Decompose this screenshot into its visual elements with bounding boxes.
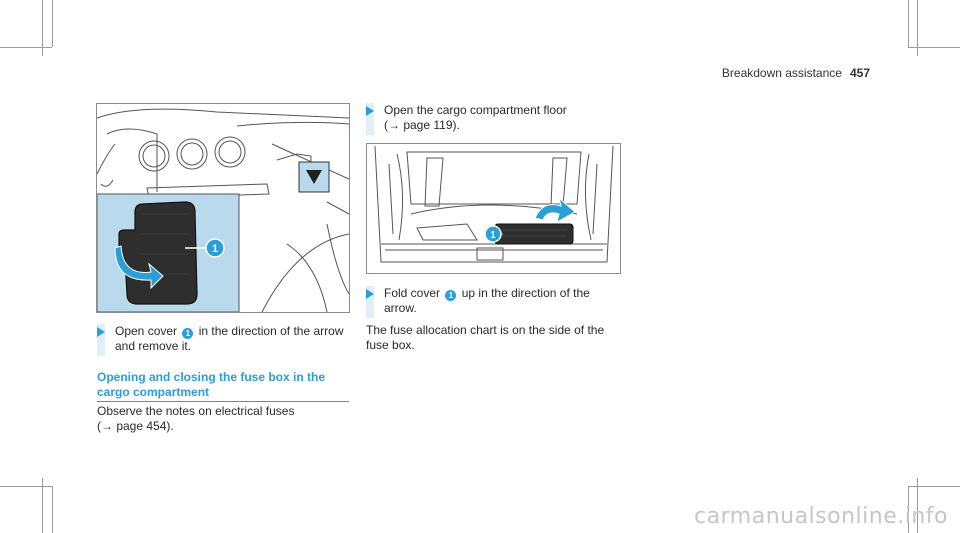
- step-text: [115, 324, 357, 354]
- crop-mark: [42, 0, 43, 56]
- crop-mark: [917, 0, 918, 56]
- step-arrow-icon: [366, 106, 374, 116]
- step-fold-cover: [366, 286, 606, 316]
- section-name: Breakdown assistance: [721, 66, 842, 80]
- figure-dashboard-cover: [96, 103, 350, 313]
- crop-mark: [42, 478, 43, 533]
- step-text-start: Open cover: [115, 324, 178, 338]
- step-text: [384, 286, 594, 316]
- cargo-illustration: [367, 144, 620, 273]
- intro-paragraph: Observe the notes on electrical fuses (→ page 454).: [97, 404, 295, 433]
- crop-mark: [52, 0, 53, 47]
- step-open-cover: [97, 324, 357, 354]
- fuse-box: [495, 224, 573, 244]
- page-number: 457: [849, 66, 870, 80]
- callout-1: 1: [211, 243, 219, 255]
- direction-arrow-icon: [535, 198, 575, 222]
- step-text: Open the cargo compartment floor (→ page 119).: [384, 103, 567, 132]
- fuse-note-paragraph: The fuse allocation chart is on the side of the fuse box.: [366, 323, 605, 352]
- callout-badge-1: 1: [445, 290, 456, 301]
- callout-badge-1: 1: [182, 328, 193, 339]
- step-open-floor: [366, 103, 606, 133]
- figure-cargo-compartment: [366, 143, 621, 274]
- callout-1: 1: [490, 230, 496, 241]
- crop-mark: [908, 47, 960, 48]
- crop-mark: [0, 486, 52, 487]
- crop-mark: [0, 47, 52, 48]
- step-text-start: Fold cover: [384, 286, 441, 300]
- step-text-end: in the direction of the arrow and remove it.: [115, 324, 344, 353]
- crop-mark: [908, 0, 909, 47]
- crop-mark: [908, 486, 960, 487]
- step-arrow-icon: [366, 289, 374, 299]
- page-header: [700, 66, 870, 80]
- crop-mark: [52, 486, 53, 533]
- step-text-end: up in the direction of the arrow.: [384, 286, 590, 315]
- watermark: carmanualsonline.info: [694, 504, 948, 529]
- dashboard-illustration: [97, 104, 349, 312]
- section-title: Opening and closing the fuse box in the cargo compartment: [97, 370, 349, 402]
- step-arrow-icon: [97, 327, 105, 337]
